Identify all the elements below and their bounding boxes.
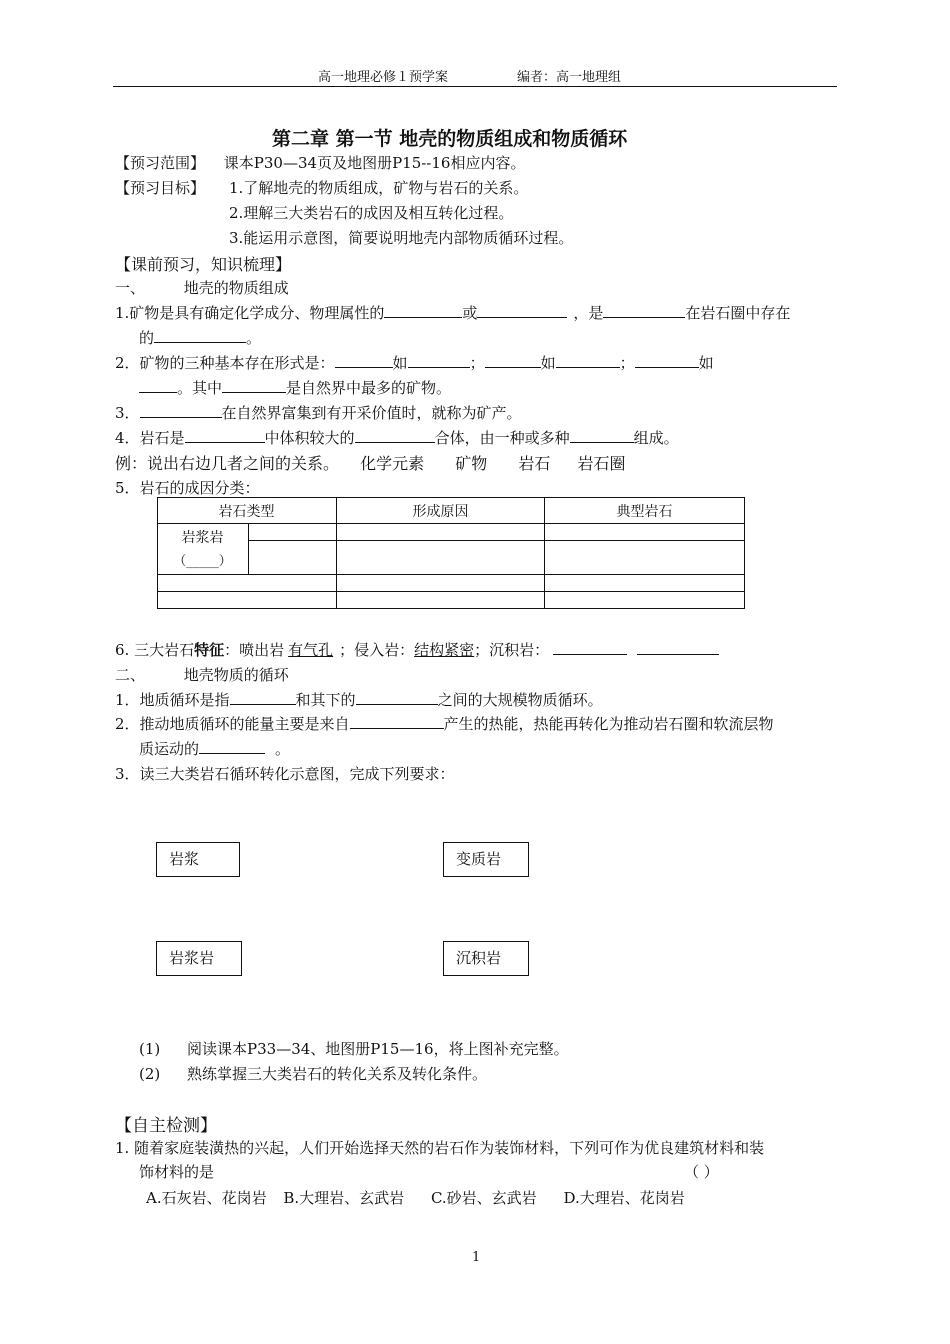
diagram-box-magma: 岩浆 xyxy=(156,842,240,877)
answer-blank[interactable] xyxy=(335,352,393,368)
table-header: 岩石类型 xyxy=(218,504,275,520)
q-text: 是自然界中最多的矿物。 xyxy=(286,379,452,397)
q-text-bold: 特征 xyxy=(194,641,225,659)
q-text: 4．岩石是 xyxy=(115,429,185,447)
question-1-2 xyxy=(115,352,714,373)
q-text: 或 xyxy=(462,304,478,322)
option-item[interactable]: D.大理岩、花岗岩 xyxy=(563,1189,685,1207)
table-row-line xyxy=(157,574,745,575)
task-item xyxy=(139,1063,487,1084)
goal-row xyxy=(115,177,205,198)
question-1-4 xyxy=(115,427,679,448)
answer-blank[interactable] xyxy=(553,639,627,655)
answer-blank[interactable] xyxy=(139,377,177,393)
answer-blank[interactable] xyxy=(140,402,222,418)
table-row-line xyxy=(248,540,745,541)
q-text: 如 xyxy=(698,354,714,372)
q-text: ，是 xyxy=(573,304,604,322)
q-text: 。 xyxy=(246,329,262,347)
option-item[interactable]: A.石灰岩、花岗岩 xyxy=(146,1189,267,1207)
part2-num: 二、 xyxy=(115,666,146,684)
goal-item: 2.理解三大类岩石的成因及相互转化过程。 xyxy=(229,204,514,222)
example-item: 岩石 xyxy=(518,454,551,473)
answer-blank[interactable] xyxy=(408,352,470,368)
answer-blank[interactable] xyxy=(384,302,462,318)
diagram-box-igneous: 岩浆岩 xyxy=(156,941,242,976)
answer-underlined: 有气孔 xyxy=(288,641,334,659)
q-text: 在岩石圈中存在 xyxy=(685,304,791,322)
answer-blank[interactable] xyxy=(355,427,435,443)
task-text: 阅读课本P33—34、地图册P15—16，将上图补充完整。 xyxy=(187,1040,569,1058)
options-row xyxy=(146,1187,685,1208)
q-text: 中体积较大的 xyxy=(264,429,355,447)
answer-blank[interactable] xyxy=(637,639,719,655)
answer-blank[interactable] xyxy=(556,352,620,368)
scope-text: 课本P30—34页及地图册P15--16相应内容。 xyxy=(223,154,526,172)
task-num: (2) xyxy=(139,1065,161,1083)
q-text: 2．推动地质循环的能量主要是来自 xyxy=(115,715,350,733)
table-row-line xyxy=(157,591,745,592)
self-check-question-1-cont: 饰材料的是 xyxy=(139,1163,215,1181)
example-item: 化学元素 xyxy=(360,454,425,473)
table-cell-rock-type: 岩浆岩 xyxy=(181,530,224,546)
part1-title: 地壳的物质组成 xyxy=(183,279,289,297)
question-1-3 xyxy=(115,402,522,423)
option-item[interactable]: C.砂岩、玄武岩 xyxy=(430,1189,537,1207)
question-1-2-cont xyxy=(139,377,451,398)
section-label-preview: 【课前预习，知识梳理】 xyxy=(115,255,292,274)
q-text: 之间的大规模物质循环。 xyxy=(437,691,603,709)
q-text: ；沉积岩： xyxy=(474,641,550,659)
q-text: 的 xyxy=(139,329,155,347)
table-header: 形成原因 xyxy=(412,504,469,520)
q-text: 1.矿物是具有确定化学成分、物理属性的 xyxy=(115,304,385,322)
answer-paren[interactable]: （ ） xyxy=(684,1163,719,1181)
q-text: ：喷出岩 xyxy=(224,641,285,659)
diagram-box-metamorphic: 变质岩 xyxy=(443,842,529,877)
goal-item: 1.了解地壳的物质组成，矿物与岩石的关系。 xyxy=(229,179,529,197)
header-rule xyxy=(113,86,837,87)
rock-type-table xyxy=(157,497,745,609)
table-border xyxy=(157,608,745,609)
example-label: 例：说出右边几者之间的关系。 xyxy=(115,454,340,473)
part2-heading xyxy=(115,664,289,685)
table-border xyxy=(744,497,745,609)
answer-blank[interactable] xyxy=(485,352,541,368)
header-course: 高一地理必修１预学案 xyxy=(318,70,449,85)
question-2-3: 3．读三大类岩石循环转化示意图，完成下列要求： xyxy=(115,765,455,783)
goal-item: 3.能运用示意图，简要说明地壳内部物质循环过程。 xyxy=(229,229,574,247)
answer-blank[interactable] xyxy=(477,302,567,318)
table-subcol-line xyxy=(248,523,249,574)
q-text: 在自然界富集到有开采价值时，就称为矿产。 xyxy=(221,404,522,422)
q-text: 。 xyxy=(275,740,291,758)
q-text: ；侵入岩： xyxy=(339,641,415,659)
question-1-6 xyxy=(115,639,719,660)
diagram-box-sedimentary: 沉积岩 xyxy=(443,941,529,976)
q-text: 2．矿物的三种基本存在形式是： xyxy=(115,354,335,372)
table-cell-rock-subtype[interactable]: （_____） xyxy=(173,554,232,569)
option-item[interactable]: B.大理岩、玄武岩 xyxy=(283,1189,405,1207)
answer-blank[interactable] xyxy=(154,327,246,343)
example-item: 岩石圈 xyxy=(577,454,626,473)
scope-row xyxy=(115,152,525,173)
q-text: 合体，由一种或多种 xyxy=(434,429,570,447)
answer-blank[interactable] xyxy=(230,689,296,705)
table-header: 典型岩石 xyxy=(616,504,673,520)
part1-num: 一、 xyxy=(115,279,146,297)
q-text: ； xyxy=(619,354,635,372)
question-1-1-cont xyxy=(139,327,261,348)
q-text: 组成。 xyxy=(633,429,679,447)
table-row-line xyxy=(157,523,745,524)
answer-blank[interactable] xyxy=(185,427,265,443)
page-number: 1 xyxy=(472,1250,481,1265)
answer-blank[interactable] xyxy=(603,302,685,318)
q-text: 6. 三大岩石 xyxy=(115,641,195,659)
q-text: 和其下的 xyxy=(295,691,356,709)
q-text: 质运动的 xyxy=(139,740,200,758)
header-editor: 编者：高一地理组 xyxy=(517,70,622,85)
self-check-label: 【自主检测】 xyxy=(115,1116,217,1136)
q-text: 。其中 xyxy=(177,379,223,397)
self-check-question-1: 1. 随着家庭装潢热的兴起，人们开始选择天然的岩石作为装饰材料，下列可作为优良建筑材料和装 xyxy=(115,1139,765,1157)
answer-blank[interactable] xyxy=(635,352,699,368)
answer-blank[interactable] xyxy=(222,377,286,393)
part2-title: 地壳物质的循环 xyxy=(183,666,289,684)
question-1-5: 5．岩石的成因分类： xyxy=(115,479,260,497)
question-2-1 xyxy=(115,689,603,710)
answer-underlined: 结构紧密 xyxy=(414,641,475,659)
example-row xyxy=(115,451,625,474)
task-text: 熟练掌握三大类岩石的转化关系及转化条件。 xyxy=(187,1065,488,1083)
table-border xyxy=(157,497,745,498)
question-2-2 xyxy=(115,713,774,734)
page-title: 第二章 第一节 地壳的物质组成和物质循环 xyxy=(272,128,628,150)
q-text: ； xyxy=(469,354,485,372)
question-1-1 xyxy=(115,302,790,323)
part1-heading xyxy=(115,277,289,298)
answer-blank[interactable] xyxy=(570,427,634,443)
q-text: 如 xyxy=(540,354,556,372)
example-item: 矿物 xyxy=(455,454,488,473)
task-item xyxy=(139,1038,569,1059)
scope-label: 【预习范围】 xyxy=(115,154,206,172)
q-text: 产生的热能，热能再转化为推动岩石圈和软流层物 xyxy=(443,715,774,733)
q-text: 3． xyxy=(115,404,140,422)
question-2-2-cont xyxy=(139,738,290,759)
answer-blank[interactable] xyxy=(199,738,265,754)
task-num: (1) xyxy=(139,1040,161,1058)
answer-blank[interactable] xyxy=(350,713,444,729)
goal-label: 【预习目标】 xyxy=(115,179,206,197)
answer-blank[interactable] xyxy=(356,689,438,705)
q-text: 1．地质循环是指 xyxy=(115,691,230,709)
q-text: 如 xyxy=(392,354,408,372)
